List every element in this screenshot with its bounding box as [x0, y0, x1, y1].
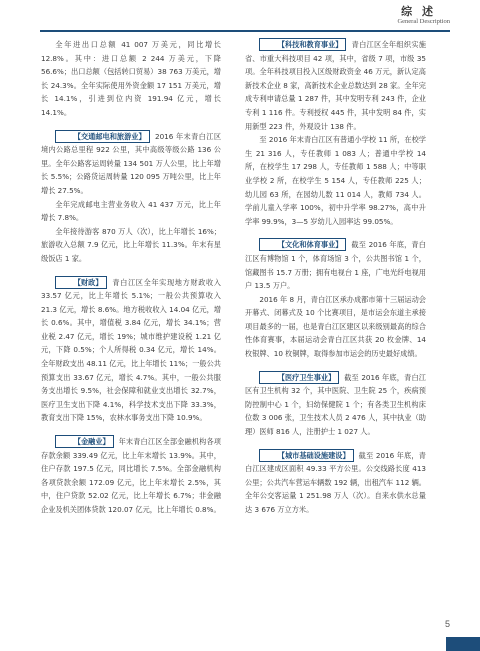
- transport-paragraph-1: [41, 130, 221, 198]
- section-trade: [41, 38, 221, 120]
- transport-paragraph-2: 全年完成邮电主营业务收入 41 437 万元，比上年增长 7.8%。: [41, 199, 221, 223]
- infrastructure-paragraph: [245, 449, 426, 517]
- section-culture: [245, 238, 426, 360]
- transport-text-1: 2016 年末青白江区境内公路总里程 922 公里，其中高级等级公路 136 公里。全年公路客运周转量 134 501 万人公里，比上年增长 5.5%；公路货运周转量 120 095 万吨公里，比上年增长 27.5%。: [41, 131, 222, 195]
- finance-heading-label: 【财政】: [55, 276, 106, 289]
- section-transport: [41, 130, 221, 266]
- page-header: [0, 0, 480, 34]
- left-column: [41, 38, 221, 517]
- science-heading-label: 【科技和教育事业】: [259, 38, 346, 51]
- section-science: [245, 38, 426, 228]
- trade-paragraph: 全年进出口总额 41 007 万美元，同比增长 12.8%。其中：进口总额 2 244 万美元，下降 56.6%；出口总额（包括转口贸易）38 763 万美元，增长 24.3%。全年实际使用外资金额 17 151 万美元，增长 14.1%，引进到位内资 191.94 亿元，增长 14.1%。: [41, 40, 221, 117]
- section-infrastructure: [245, 449, 426, 517]
- culture-paragraph-2: 2016 年 8 月，青白江区承办成都市第十三届运动会开幕式、闭幕式及 10 个比赛项目，是市运会东道主承接项目最多的一届，也是青白江区建区以来级别最高的综合性体育赛事，本届运动会青白江区共获 20 枚金牌、14 枚银牌、10 枚铜牌，取得参加市运会的历史最好成绩。: [245, 294, 426, 359]
- culture-text-1: 截至 2016 年底，青白江区有博物馆 1 个，体育场馆 3 个，公共图书馆 1 个，馆藏图书 15.7 万册；拥有电视台 1 座，广电光纤电视用户 13.5 万户。: [245, 240, 426, 291]
- culture-paragraph-1: [245, 238, 426, 292]
- section-banking: [41, 435, 221, 517]
- header-rule: [40, 30, 450, 32]
- culture-heading: [259, 240, 346, 249]
- banking-heading: [55, 437, 113, 446]
- corner-tab: [446, 637, 480, 651]
- culture-heading-label: 【文化和体育事业】: [259, 238, 346, 251]
- health-paragraph: [245, 371, 426, 439]
- infrastructure-text: 截至 2016 年底，青白江区建成区面积 49.33 平方公里。公交线路长度 413 公里；公共汽车营运车辆数 192 辆，出租汽车 112 辆。全年公交客运量 1 251.98 万人（次）。自来水供水总量达 3 676 万立方米。: [245, 450, 426, 514]
- infrastructure-heading-label: 【城市基础设施建设】: [259, 449, 353, 462]
- science-heading: [259, 40, 346, 49]
- section-health: [245, 371, 426, 439]
- finance-heading: [55, 278, 106, 287]
- section-subtitle: General Description: [397, 18, 450, 25]
- banking-paragraph: [41, 435, 221, 517]
- right-column: [245, 38, 426, 517]
- health-heading-label: 【医疗卫生事业】: [259, 371, 339, 384]
- transport-heading-label: 【交通邮电和旅游业】: [55, 130, 149, 143]
- banking-text: 年末青白江区全部金融机构各项存款余额 339.49 亿元，比上年末增长 13.9%。其中，住户存款 197.5 亿元，同比增长 7.5%。全部金融机构各项贷款余额 172.09 亿元，比上年末增长 2.5%，其中，住户贷款 52.02 亿元，比上年增长 6.7%；非金融企业及机关团体贷款 120.07 亿元，比上年增长 0.8%。: [41, 437, 221, 514]
- infrastructure-heading: [259, 451, 353, 460]
- science-text-1: 青白江区全年组织实施省、市重大科技项目 42 项，其中，省级 7 项，市级 35 项。全年科技项目投入区级财政资金 46 万元，新认定高新技术企业 8 家，高新技术企业总数达到 28 家。全年完成专利申请总量 1 287 件，其中发明专利 243 件，企业专利 1 116 件。专利授权 445 件，其中发明 84 件，实用新型 223 件，外观设计 138 件。: [245, 40, 426, 131]
- finance-paragraph: [41, 276, 221, 426]
- science-paragraph-1: [245, 38, 426, 133]
- finance-text: 青白江区全年实现地方财政收入 33.57 亿元，比上年增长 5.1%；一般公共预算收入 21.3 亿元，增长 8.6%。地方税收收入 14.04 亿元，增长 0.6%。其中，增值税 3.84 亿元，增长 34.1%；营业税 2.47 亿元，增长 19%；城市维护建设税 1.21 亿元，下降 0.5%；个人所得税 0.34 亿元，增长 14%。全年财政支出 48.11 亿元，比上年增长 11%；一般公共预算支出 33.67 亿元，增长 4.7%。其中，一般公共服务支出增长 9.5%，社会保障和就业支出增长 32.7%，医疗卫生支出下降 4.1%，科学技术支出下降 33.3%，教育支出下降 15%，农林水事务支出下降 10.9%。: [41, 277, 221, 423]
- health-heading: [259, 373, 339, 382]
- section-finance: [41, 276, 221, 426]
- science-paragraph-2: 至 2016 年末青白江区有普通小学校 11 所，在校学生 21 316 人，专任教师 1 083 人；普通中学校 14 所，在校学生 17 298 人，专任教师 1 588 人；中等职业学校 2 所，在校学生 5 154 人，专任教师 225 人；幼儿园 63 所，在园幼儿数 11 014 人，教师 734 人。学前儿童入学率 100%，初中升学率 98.27%，高中升学率 99.9%，3—5 岁幼儿入园率达 99.05%。: [245, 135, 426, 226]
- section-title: 综 述: [401, 5, 436, 18]
- transport-heading: [55, 132, 149, 141]
- transport-paragraph-3: 全年接待游客 870 万人（次），比上年增长 16%；旅游收入总额 7.9 亿元，比上年增长 11.3%。年末有星级饭店 1 家。: [41, 226, 221, 263]
- page-number: 5: [444, 619, 450, 629]
- banking-heading-label: 【金融业】: [55, 435, 113, 448]
- health-text: 截至 2016 年底，青白江区有卫生机构 32 个，其中医院、卫生院 25 个，疾病预防控制中心 1 个，妇幼保健院 1 个；有各类卫生机构床位数 3 006 张，卫生技术人员 2 476 人，其中执业（助理）医师 816 人，注册护士 1 027 人。: [245, 372, 426, 437]
